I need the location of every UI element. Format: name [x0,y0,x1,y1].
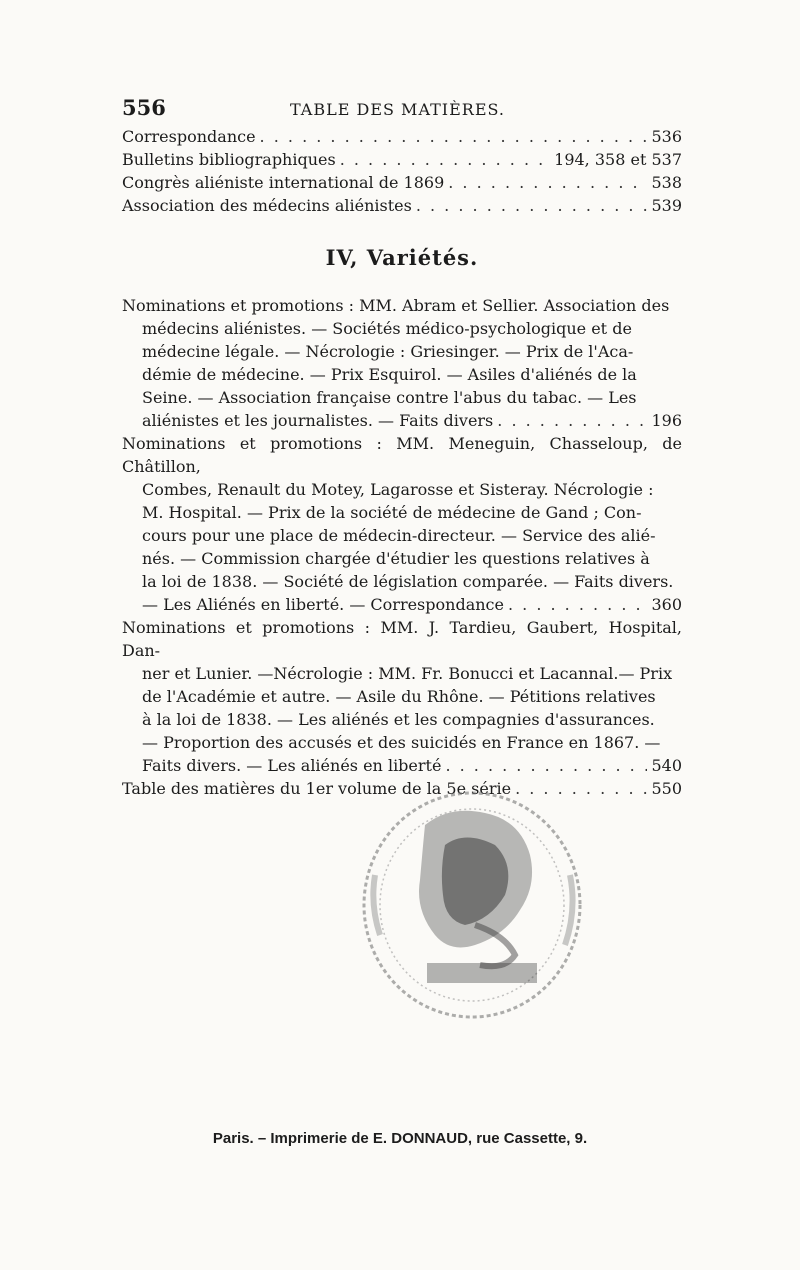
entry-last-line [122,754,682,777]
running-title: TABLE DES MATIÈRES. [290,100,505,119]
dot-leader [340,148,550,171]
page-number: 556 [122,95,166,120]
toc-entry-text: Association des médecins aliénistes [122,196,412,215]
entry-line: cours pour une place de médecin-directeur. — Service des alié- [142,526,656,545]
entry-line: démie de médecine. — Prix Esquirol. — Asiles d'aliénés de la [142,365,637,384]
toc-top-list [122,125,682,217]
toc-page-number: 540 [651,756,682,775]
entry-line: Nominations et promotions : MM. Abram et Sellier. Association des [122,296,670,315]
library-stamp [355,785,590,1035]
section-heading: IV, Variétés. [325,245,479,270]
toc-page-number: 539 [651,196,682,215]
toc-page-number: 360 [651,595,682,614]
entry-line: Nominations et promotions : MM. J. Tardieu, Gaubert, Hospital, Dan- [122,618,682,660]
page-header [122,95,682,125]
entry-line: Seine. — Association française contre l'abus du tabac. — Les [142,388,637,407]
toc-line [122,171,682,194]
toc-entry-text: Bulletins bibliographiques [122,150,336,169]
entry-line: ner et Lunier. —Nécrologie : MM. Fr. Bonucci et Lacannal.— Prix [142,664,673,683]
entry-line: Nominations et promotions : MM. Meneguin, Chasseloup, de Châtillon, [122,434,682,476]
dot-leader [448,171,647,194]
entry-line: à la loi de 1838. — Les aliénés et les compagnies d'assurances. [142,710,655,729]
dot-leader [416,194,648,217]
toc-entry-text: Correspondance [122,127,256,146]
entry-line: — Les Aliénés en liberté. — Correspondance [142,595,504,614]
entry-last-line [122,409,682,432]
toc-page-number: 550 [651,779,682,798]
toc-entry-text: Table des matières du 1er volume de la 5e série [122,779,512,798]
entry-last-line [122,593,682,616]
varietes-entry [122,432,682,616]
dot-leader [445,754,647,777]
toc-page-number: 194, 358 et 537 [554,150,682,169]
varietes-entry [122,294,682,432]
entry-line: nés. — Commission chargée d'étudier les questions relatives à [142,549,650,568]
varietes-entry [122,616,682,777]
entry-line: la loi de 1838. — Société de législation comparée. — Faits divers. [142,572,674,591]
toc-line [122,125,682,148]
entry-line: M. Hospital. — Prix de la société de médecine de Gand ; Con- [142,503,642,522]
entry-line: de l'Académie et autre. — Asile du Rhône. — Pétitions relatives [142,687,656,706]
entry-line: aliénistes et les journalistes. — Faits divers [142,411,494,430]
dot-leader [260,125,648,148]
toc-entry-text: Congrès aliéniste international de 1869 [122,173,445,192]
document-page [122,95,682,800]
entry-line: médecins aliénistes. — Sociétés médico-psychologique et de [142,319,632,338]
toc-page-number: 538 [651,173,682,192]
entry-line: médecine légale. — Nécrologie : Griesinger. — Prix de l'Aca- [142,342,634,361]
toc-page-number: 196 [651,411,682,430]
dot-leader [508,593,647,616]
entry-line: Combes, Renault du Motey, Lagarosse et Sisteray. Nécrologie : [142,480,654,499]
toc-line [122,194,682,217]
dot-leader [497,409,647,432]
toc-line [122,148,682,171]
toc-page-number: 536 [651,127,682,146]
entry-line: — Proportion des accusés et des suicidés en France en 1867. — [142,733,661,752]
stamp-icon [355,785,590,1035]
entry-line: Faits divers. — Les aliénés en liberté [142,756,442,775]
printer-imprint: Paris. – Imprimerie de E. DONNAUD, rue Cassette, 9. [212,1130,588,1147]
